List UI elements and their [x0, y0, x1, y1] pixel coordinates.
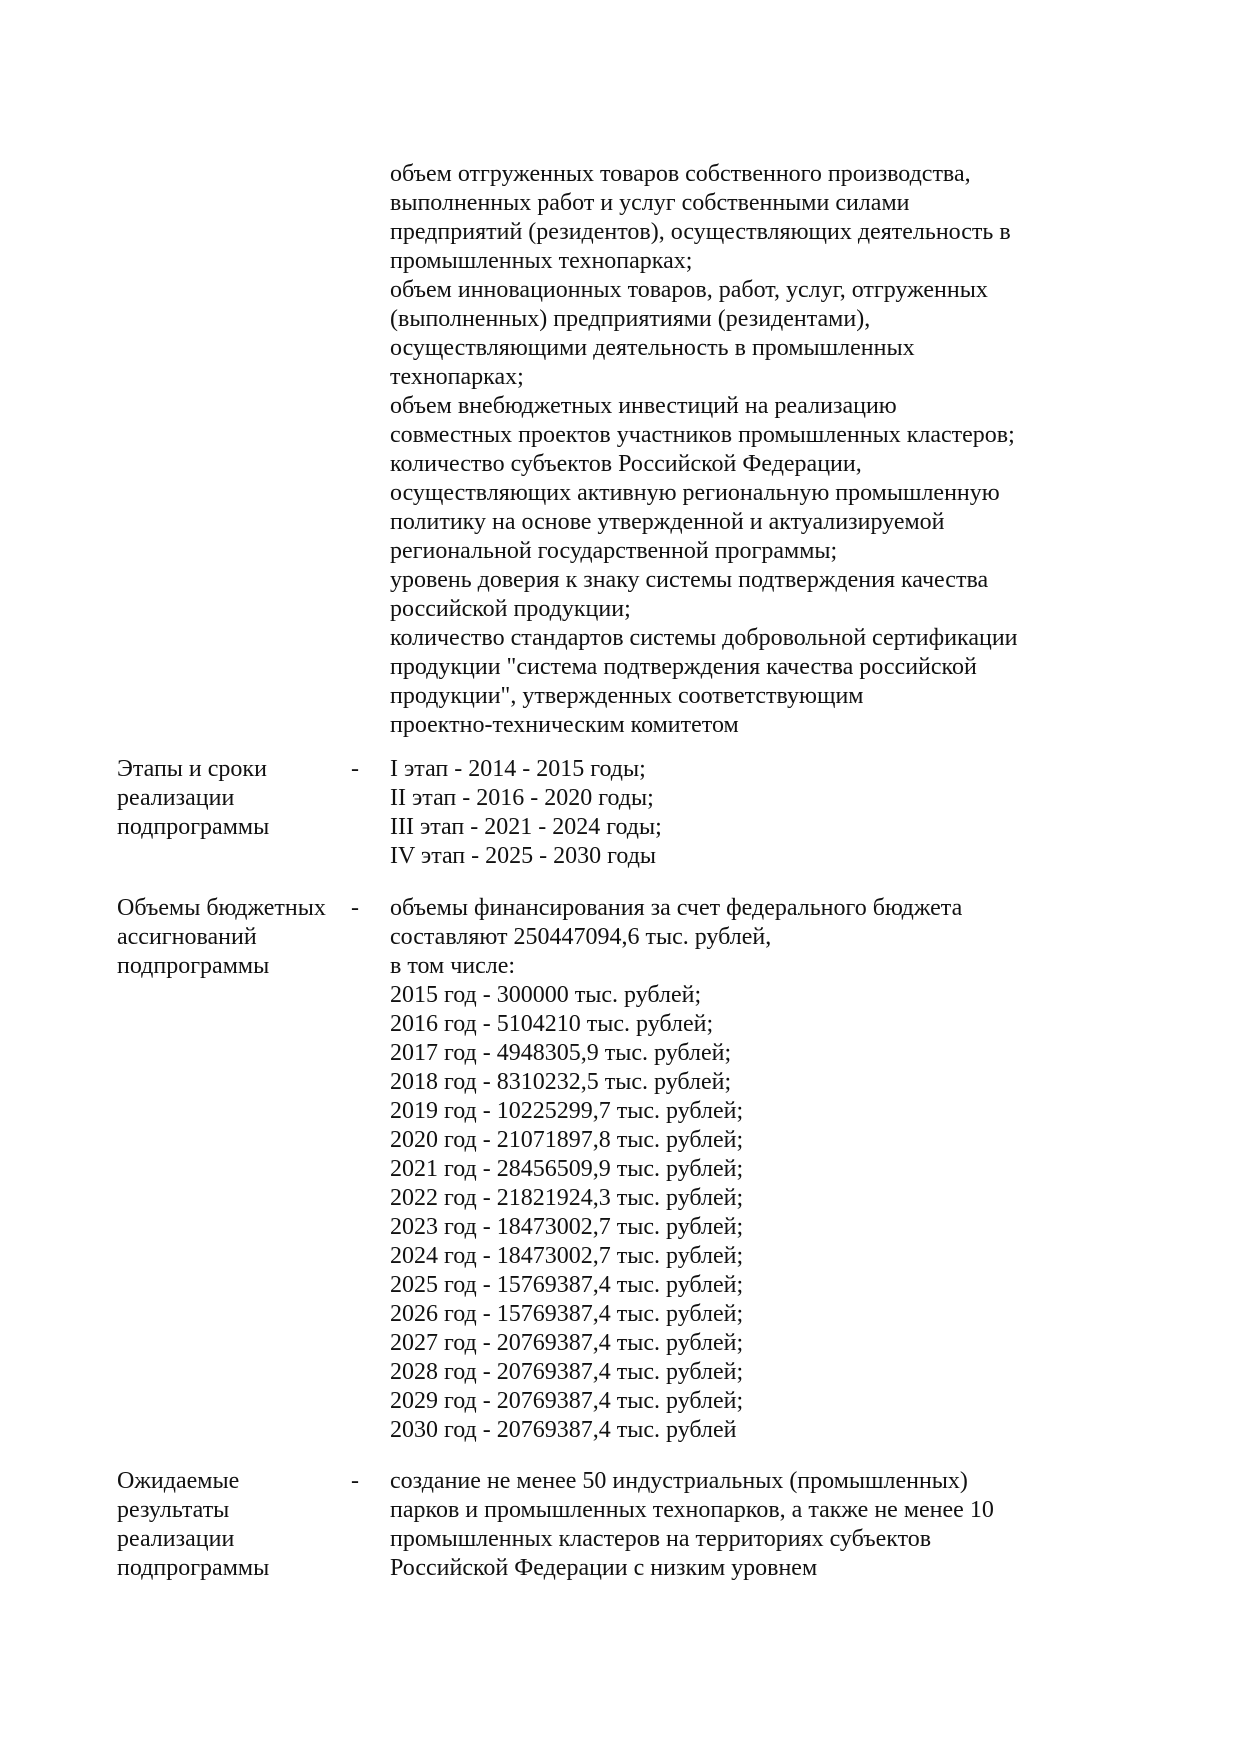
indicator-line: технопарках; [390, 364, 524, 390]
indicator-line: количество субъектов Российской Федерации, [390, 451, 862, 477]
budget-year-line: 2027 год - 20769387,4 тыс. рублей; [390, 1330, 744, 1356]
stages-label [117, 755, 337, 842]
results-label-line: подпрограммы [117, 1555, 270, 1581]
budget-year-line: 2024 год - 18473002,7 тыс. рублей; [390, 1243, 744, 1269]
indicator-line: объем отгруженных товаров собственного производства, [390, 161, 971, 187]
results-label-line: результаты [117, 1497, 230, 1523]
budget-year-line: 2015 год - 300000 тыс. рублей; [390, 982, 702, 1008]
indicator-line: осуществляющих активную региональную промышленную [390, 480, 1000, 506]
indicator-line: осуществляющими деятельность в промышленных [390, 335, 915, 361]
budget-year-line: 2017 год - 4948305,9 тыс. рублей; [390, 1040, 732, 1066]
indicator-line: российской продукции; [390, 596, 631, 622]
budget-year-line: 2026 год - 15769387,4 тыс. рублей; [390, 1301, 744, 1327]
stage-line: I этап - 2014 - 2015 годы; [390, 756, 646, 782]
indicator-line: предприятий (резидентов), осуществляющих деятельность в [390, 219, 1011, 245]
stages-label-line: подпрограммы [117, 814, 270, 840]
budget-year-line: 2025 год - 15769387,4 тыс. рублей; [390, 1272, 744, 1298]
results-label [117, 1467, 337, 1583]
budget-year-line: 2018 год - 8310232,5 тыс. рублей; [390, 1069, 732, 1095]
indicator-line: (выполненных) предприятиями (резидентами), [390, 306, 871, 332]
budget-year-line: 2019 год - 10225299,7 тыс. рублей; [390, 1098, 744, 1124]
results-dash: - [351, 1468, 359, 1494]
budget-year-line: 2028 год - 20769387,4 тыс. рублей; [390, 1359, 744, 1385]
indicator-line: политику на основе утвержденной и актуализируемой [390, 509, 945, 535]
budget-dash: - [351, 895, 359, 921]
budget-content [390, 894, 1080, 1445]
budget-year-line: 2029 год - 20769387,4 тыс. рублей; [390, 1388, 744, 1414]
budget-year-line: 2020 год - 21071897,8 тыс. рублей; [390, 1127, 744, 1153]
budget-label [117, 894, 337, 981]
results-line: Российской Федерации с низким уровнем [390, 1555, 818, 1581]
indicator-line: объем инновационных товаров, работ, услуг, отгруженных [390, 277, 988, 303]
results-line: промышленных кластеров на территориях субъектов [390, 1526, 932, 1552]
results-line: создание не менее 50 индустриальных (промышленных) [390, 1468, 968, 1494]
indicator-line: уровень доверия к знаку системы подтверждения качества [390, 567, 989, 593]
results-line: парков и промышленных технопарков, а также не менее 10 [390, 1497, 994, 1523]
indicators-list [390, 160, 1080, 740]
budget-line: в том числе: [390, 953, 516, 979]
results-label-line: Ожидаемые [117, 1468, 240, 1494]
stages-label-line: Этапы и сроки [117, 756, 267, 782]
budget-year-line: 2016 год - 5104210 тыс. рублей; [390, 1011, 714, 1037]
indicator-line: региональной государственной программы; [390, 538, 838, 564]
stages-label-line: реализации [117, 785, 235, 811]
budget-year-line: 2023 год - 18473002,7 тыс. рублей; [390, 1214, 744, 1240]
budget-label-line: Объемы бюджетных [117, 895, 326, 921]
indicator-line: продукции "система подтверждения качества российской [390, 654, 977, 680]
indicator-line: промышленных технопарках; [390, 248, 693, 274]
budget-line: составляют 250447094,6 тыс. рублей, [390, 924, 772, 950]
budget-label-line: ассигнований [117, 924, 257, 950]
stages-content [390, 755, 1080, 871]
results-label-line: реализации [117, 1526, 235, 1552]
indicator-line: объем внебюджетных инвестиций на реализацию [390, 393, 897, 419]
indicator-line: совместных проектов участников промышленных кластеров; [390, 422, 1015, 448]
budget-label-line: подпрограммы [117, 953, 270, 979]
indicator-line: проектно-техническим комитетом [390, 712, 739, 738]
indicator-line: продукции", утвержденных соответствующим [390, 683, 864, 709]
budget-year-line: 2021 год - 28456509,9 тыс. рублей; [390, 1156, 744, 1182]
indicator-line: количество стандартов системы добровольной сертификации [390, 625, 1018, 651]
budget-year-line: 2030 год - 20769387,4 тыс. рублей [390, 1417, 737, 1443]
stage-line: IV этап - 2025 - 2030 годы [390, 843, 657, 869]
results-content [390, 1467, 1080, 1583]
stage-line: III этап - 2021 - 2024 годы; [390, 814, 662, 840]
stages-dash: - [351, 756, 359, 782]
budget-year-line: 2022 год - 21821924,3 тыс. рублей; [390, 1185, 744, 1211]
stage-line: II этап - 2016 - 2020 годы; [390, 785, 654, 811]
indicator-line: выполненных работ и услуг собственными силами [390, 190, 910, 216]
budget-line: объемы финансирования за счет федерального бюджета [390, 895, 963, 921]
